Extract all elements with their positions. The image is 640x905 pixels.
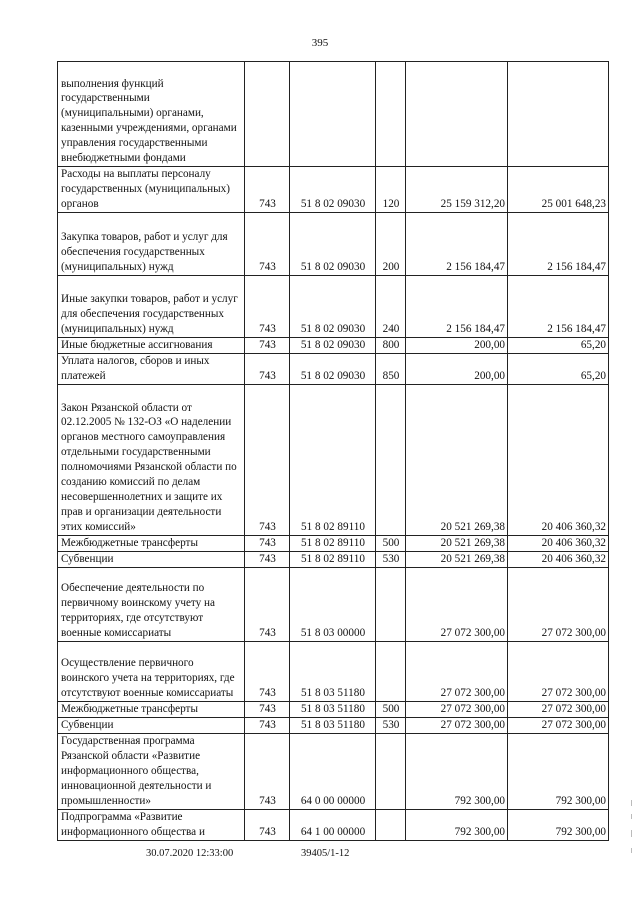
row-code: 743 xyxy=(245,275,290,337)
table-row xyxy=(58,384,609,535)
row-kcsr: 51 8 02 09030 xyxy=(290,353,376,384)
row-kcsr: 64 0 00 00000 xyxy=(290,733,376,809)
row-sum-2: 20 406 360,32 xyxy=(508,384,609,535)
row-code: 743 xyxy=(245,353,290,384)
table-row xyxy=(58,641,609,701)
row-sum-2: 27 072 300,00 xyxy=(508,701,609,717)
row-kcsr: 51 8 03 51180 xyxy=(290,717,376,733)
row-name: Осуществление первичного воинского учета на территориях, где отсутствуют военные комиссариаты xyxy=(58,641,245,701)
row-code xyxy=(245,62,290,167)
row-kvr: 530 xyxy=(376,551,406,567)
row-code: 743 xyxy=(245,733,290,809)
row-name: выполнения функций государственными (муниципальными) органами, казенными учреждениями, органами управления государственными внебюджетными фондами xyxy=(58,62,245,167)
row-name: Закупка товаров, работ и услуг для обеспечения государственных (муниципальных) нужд xyxy=(58,212,245,275)
row-kcsr: 51 8 03 51180 xyxy=(290,701,376,717)
row-kcsr: 51 8 02 89110 xyxy=(290,551,376,567)
row-kvr: 530 xyxy=(376,717,406,733)
row-sum-2: 27 072 300,00 xyxy=(508,567,609,641)
row-sum-1: 27 072 300,00 xyxy=(406,641,508,701)
table-row xyxy=(58,701,609,717)
table-row xyxy=(58,353,609,384)
row-sum-1: 200,00 xyxy=(406,353,508,384)
row-sum-2: 2 156 184,47 xyxy=(508,275,609,337)
row-code: 743 xyxy=(245,641,290,701)
row-kvr: 800 xyxy=(376,337,406,353)
row-code: 743 xyxy=(245,212,290,275)
table-row xyxy=(58,535,609,551)
row-name: Государственная программа Рязанской области «Развитие информационного общества, инновационной деятельности и промышленности» xyxy=(58,733,245,809)
row-sum-1: 27 072 300,00 xyxy=(406,701,508,717)
row-code: 743 xyxy=(245,384,290,535)
row-kvr xyxy=(376,733,406,809)
row-sum-1: 20 521 269,38 xyxy=(406,535,508,551)
row-kvr: 500 xyxy=(376,535,406,551)
row-sum-2: 792 300,00 xyxy=(508,809,609,840)
row-sum-2: 27 072 300,00 xyxy=(508,717,609,733)
table-row xyxy=(58,167,609,213)
row-sum-1: 20 521 269,38 xyxy=(406,551,508,567)
row-name: Межбюджетные трансферты xyxy=(58,535,245,551)
table-row xyxy=(58,212,609,275)
row-kcsr xyxy=(290,62,376,167)
row-name: Закон Рязанской области от 02.12.2005 № 132-ОЗ «О наделении органов местного самоуправления отдельными государственными полномочиями Рязанской области по созданию комиссий по делам несовершеннолетних и защите их прав и организации деятельности этих комиссий» xyxy=(58,384,245,535)
row-name: Уплата налогов, сборов и иных платежей xyxy=(58,353,245,384)
row-sum-1: 792 300,00 xyxy=(406,809,508,840)
row-name: Иные бюджетные ассигнования xyxy=(58,337,245,353)
table-row xyxy=(58,717,609,733)
row-kvr: 200 xyxy=(376,212,406,275)
row-kvr xyxy=(376,567,406,641)
row-code: 743 xyxy=(245,567,290,641)
row-kvr xyxy=(376,641,406,701)
row-sum-2: 20 406 360,32 xyxy=(508,535,609,551)
row-kvr: 120 xyxy=(376,167,406,213)
table-row xyxy=(58,733,609,809)
row-kcsr: 64 1 00 00000 xyxy=(290,809,376,840)
row-sum-2: 27 072 300,00 xyxy=(508,641,609,701)
row-kvr xyxy=(376,384,406,535)
row-sum-1: 20 521 269,38 xyxy=(406,384,508,535)
row-kcsr: 51 8 02 09030 xyxy=(290,275,376,337)
row-name: Обеспечение деятельности по первичному воинскому учету на территориях, где отсутствуют военные комиссариаты xyxy=(58,567,245,641)
row-sum-1: 2 156 184,47 xyxy=(406,275,508,337)
row-sum-2: 65,20 xyxy=(508,353,609,384)
table-row xyxy=(58,567,609,641)
row-kcsr: 51 8 02 09030 xyxy=(290,167,376,213)
page-number: 395 xyxy=(311,37,329,49)
row-sum-1: 200,00 xyxy=(406,337,508,353)
row-name: Подпрограмма «Развитие информационного общества и xyxy=(58,809,245,840)
row-sum-2: 65,20 xyxy=(508,337,609,353)
row-sum-1: 2 156 184,47 xyxy=(406,212,508,275)
row-name: Расходы на выплаты персоналу государственных (муниципальных) органов xyxy=(58,167,245,213)
row-code: 743 xyxy=(245,167,290,213)
row-sum-1: 792 300,00 xyxy=(406,733,508,809)
row-sum-1: 27 072 300,00 xyxy=(406,567,508,641)
row-kcsr: 51 8 02 89110 xyxy=(290,384,376,535)
row-sum-1: 25 159 312,20 xyxy=(406,167,508,213)
row-sum-2: 25 001 648,23 xyxy=(508,167,609,213)
row-kcsr: 51 8 02 89110 xyxy=(290,535,376,551)
budget-table xyxy=(57,61,609,841)
row-kvr: 850 xyxy=(376,353,406,384)
row-kvr: 500 xyxy=(376,701,406,717)
row-name: Субвенции xyxy=(58,551,245,567)
row-code: 743 xyxy=(245,809,290,840)
table-row xyxy=(58,551,609,567)
footer-doc-id: 39405/1-12 xyxy=(301,848,350,859)
row-kcsr: 51 8 03 51180 xyxy=(290,641,376,701)
row-kcsr: 51 8 03 00000 xyxy=(290,567,376,641)
row-code: 743 xyxy=(245,701,290,717)
row-sum-2: 20 406 360,32 xyxy=(508,551,609,567)
row-kcsr: 51 8 02 09030 xyxy=(290,337,376,353)
row-code: 743 xyxy=(245,535,290,551)
row-sum-1 xyxy=(406,62,508,167)
row-code: 743 xyxy=(245,551,290,567)
row-sum-1: 27 072 300,00 xyxy=(406,717,508,733)
row-code: 743 xyxy=(245,717,290,733)
row-kvr: 240 xyxy=(376,275,406,337)
row-kcsr: 51 8 02 09030 xyxy=(290,212,376,275)
table-row xyxy=(58,809,609,840)
row-name: Межбюджетные трансферты xyxy=(58,701,245,717)
row-kvr xyxy=(376,809,406,840)
footer-timestamp: 30.07.2020 12:33:00 xyxy=(146,848,234,859)
row-sum-2: 792 300,00 xyxy=(508,733,609,809)
scan-edge-marks xyxy=(631,800,633,860)
table-row xyxy=(58,62,609,167)
row-sum-2 xyxy=(508,62,609,167)
row-name: Иные закупки товаров, работ и услуг для обеспечения государственных (муниципальных) нужд xyxy=(58,275,245,337)
row-kvr xyxy=(376,62,406,167)
row-code: 743 xyxy=(245,337,290,353)
row-name: Субвенции xyxy=(58,717,245,733)
row-sum-2: 2 156 184,47 xyxy=(508,212,609,275)
table-row xyxy=(58,275,609,337)
table-row xyxy=(58,337,609,353)
